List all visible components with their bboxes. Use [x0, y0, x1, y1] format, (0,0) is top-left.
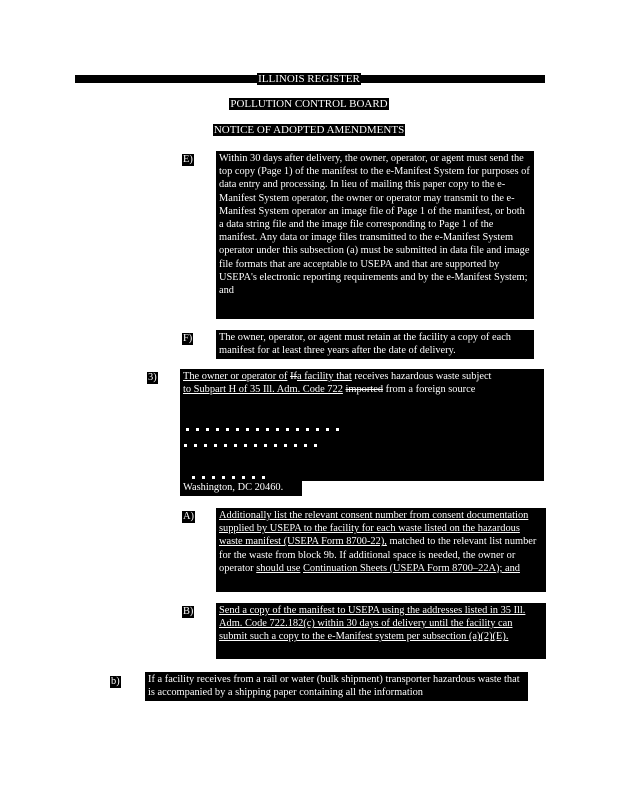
item-3-label: 3) — [148, 372, 157, 383]
redacted-region — [180, 398, 544, 481]
item-b-text: Send a copy of the manifest to USEPA using the addresses listed in 35 Ill. Adm. Code 722.182(c) within 30 days of delivery until the facility can submit such a copy to the e-Manifest system per subsection (a)(2)(E). — [216, 603, 546, 659]
item-b-outer-label: b) — [111, 676, 120, 687]
board-title: POLLUTION CONTROL BOARD — [230, 98, 388, 110]
item-a-label: A) — [183, 511, 194, 522]
item-e-label: E) — [183, 154, 193, 165]
item-b-outer-text: If a facility receives from a rail or water (bulk shipment) transporter hazardous waste that is accompanied by a shipping paper containing all the information — [145, 672, 528, 701]
item-f-label: F) — [183, 333, 193, 344]
item-e-text: Within 30 days after delivery, the owner, operator, or agent must send the top copy (Page 1) of the manifest to the e-Manifest System for purposes of data entry and processing. In lieu of mailing this paper copy to the e-Manifest System operator, the owner or operator may transmit to the e-Manifest System operator an image file of Page 1 of the manifest, or both a data string file and the image file corresponding to Page 1 of the manifest. Any data or image files transmitted to the e-Manifest System operator under this subsection (a) must be submitted in data file and image file formats that are acceptable to USEPA and that are supported by USEPA's electronic reporting requirements and by the e-Manifest System; and — [216, 151, 534, 319]
register-title: ILLINOIS REGISTER — [258, 73, 360, 85]
notice-title: NOTICE OF ADOPTED AMENDMENTS — [213, 124, 405, 136]
item-f-text: The owner, operator, or agent must retain at the facility a copy of each manifest for at least three years after the date of delivery. — [216, 330, 534, 359]
item-3-address-line: Washington, DC 20460. — [180, 480, 302, 496]
item-3-text: The owner or operator of Ifa facility that receives hazardous waste subject to Subpart H of 35 Ill. Adm. Code 722 imported from a foreign source — [180, 369, 544, 399]
item-a-text: Additionally list the relevant consent number from consent documentation supplied by USEPA to the facility for each waste listed on the hazardous waste manifest (USEPA Form 8700-22), matched to the relevant list number for the waste from block 9b. If additional space is needed, the owner or operator should use Continuation Sheets (USEPA Form 8700–22A); and — [216, 508, 546, 592]
item-b-label: B) — [183, 606, 194, 617]
